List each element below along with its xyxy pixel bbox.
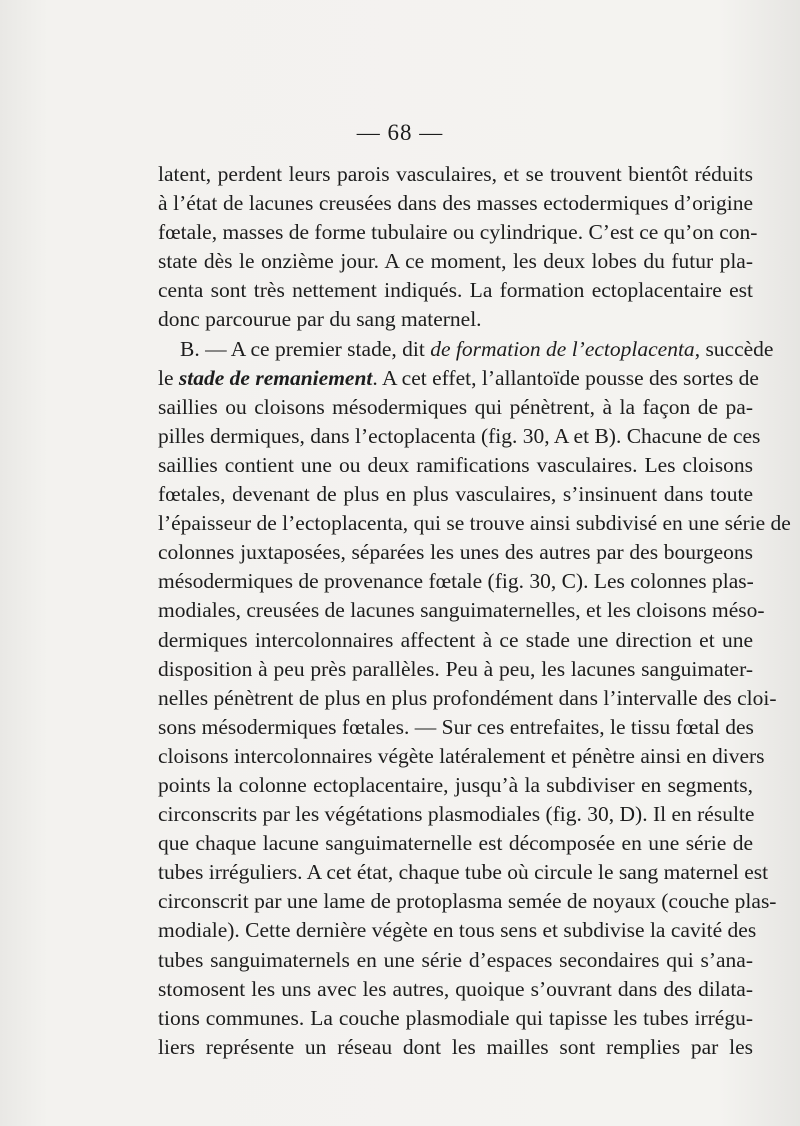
text-line: modiale). Cette dernière végète en tous sens et subdivise la cavité des [158, 918, 757, 943]
text-line: tions communes. La couche plasmodiale qui tapisse les tubes irrégu- [158, 1005, 753, 1030]
text-line: saillies contient une ou deux ramifications vasculaires. Les cloisons [158, 452, 753, 477]
text-line: nelles pénètrent de plus en plus profondément dans l’intervalle des cloi- [158, 685, 777, 710]
text-line: sons mésodermiques fœtales. — Sur ces entrefaites, le tissu fœtal des [158, 714, 754, 739]
text-line: circonscrit par une lame de protoplasma semée de noyaux (couche plas- [158, 889, 777, 914]
text-line: cloisons intercolonnaires végète latéralement et pénètre ainsi en divers [158, 743, 765, 768]
text-line: colonnes juxtaposées, séparées les unes des autres par des bourgeons [158, 540, 753, 565]
section-b-suffix: , succède [694, 336, 774, 361]
text-line: latent, perdent leurs parois vasculaires, et se trouvent bientôt réduits [158, 162, 753, 186]
section-b-prefix: B. — A ce premier stade, dit [180, 336, 431, 361]
text-line: modiales, creusées de lacunes sanguimaternelles, et les cloisons méso- [158, 598, 765, 623]
text-line: state dès le onzième jour. A ce moment, les deux lobes du futur pla- [158, 249, 753, 274]
text-line: mésodermiques de provenance fœtale (fig. 30, C). Les colonnes plas- [158, 569, 754, 594]
text-line: tubes irréguliers. A cet état, chaque tube où circule le sang maternel est [158, 860, 769, 885]
body-text [158, 160, 791, 1062]
text-line-section-b [158, 335, 774, 364]
page-number: — 68 — [356, 120, 444, 145]
stade-prefix: le [158, 365, 179, 390]
text-line: tubes sanguimaternels en une série d’espaces secondaires qui s’ana- [158, 947, 753, 972]
text-line: disposition à peu près parallèles. Peu à peu, les lacunes sanguimater- [158, 656, 753, 681]
text-line: dermiques intercolonnaires affectent à ce stade une direction et une [158, 627, 753, 652]
stade-italic-term: stade de remaniement [178, 365, 373, 390]
text-line: l’épaisseur de l’ectoplacenta, qui se trouve ainsi subdivisé en une série de [158, 511, 791, 536]
stade-suffix: . A cet effet, l’allantoïde pousse des sortes de [372, 365, 759, 390]
text-line: fœtales, devenant de plus en plus vasculaires, s’insinuent dans toute [158, 482, 753, 507]
text-line: points la colonne ectoplacentaire, jusqu’à la subdiviser en segments, [158, 772, 753, 797]
text-line: centa sont très nettement indiqués. La formation ectoplacentaire est [158, 278, 753, 303]
text-line: que chaque lacune sanguimaternelle est décomposée en une série de [158, 831, 753, 856]
text-line: stomosent les uns avec les autres, quoique s’ouvrant dans des dilata- [158, 976, 753, 1001]
text-line: saillies ou cloisons mésodermiques qui pénètrent, à la façon de pa- [158, 394, 753, 419]
text-line: donc parcourue par du sang maternel. [158, 307, 482, 332]
text-line: pilles dermiques, dans l’ectoplacenta (fig. 30, A et B). Chacune de ces [158, 423, 761, 448]
text-line: liers représente un réseau dont les mailles sont remplies par les [158, 1034, 753, 1059]
text-line: fœtale, masses de forme tubulaire ou cylindrique. C’est ce qu’on con- [158, 220, 758, 245]
text-line: circonscrits par les végétations plasmodiales (fig. 30, D). Il en résulte [158, 802, 755, 827]
text-line: à l’état de lacunes creusées dans des masses ectodermiques d’origine [158, 191, 753, 216]
text-line-stade [158, 364, 759, 393]
section-b-italic-term: de formation de l’ectoplacenta [430, 336, 695, 361]
